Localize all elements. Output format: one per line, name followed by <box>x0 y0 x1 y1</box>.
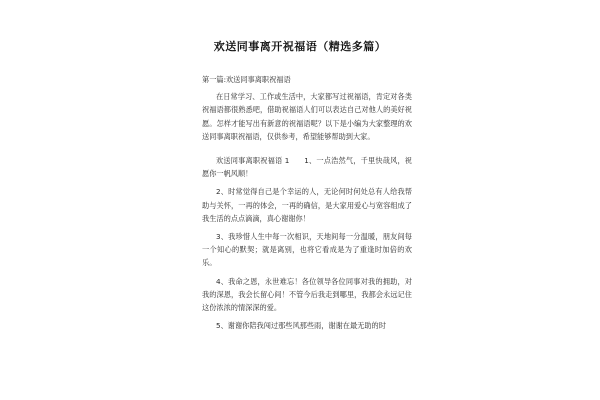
blessing-item-1: 欢送同事离职祝福语 1 1、一点浩然气，千里快哉风，祝愿你一帆风顺！ <box>202 156 412 179</box>
document-body <box>202 73 412 332</box>
intro-paragraph: 在日常学习、工作或生活中，大家都写过祝福语，肯定对各类祝福语都很熟悉吧，借助祝福语人们可以表达自己对他人的美好祝愿。怎样才能写出有新意的祝福语呢？以下是小编为大家整理的欢送同事离职祝福语，仅供参考，希望能够帮助到大家。 <box>202 92 412 141</box>
document-title: 欢送同事离开祝福语（精选多篇） <box>213 40 387 53</box>
blessing-item-3: 3、我珍惜人生中每一次相识，天地间每一分温暖，朋友间每一个知心的默契；就是离别，也将它看成是为了重逢时加倍的欢乐。 <box>202 232 412 268</box>
blessing-item-5: 5、谢谢你陪我闯过那些风那些雨，谢谢在最无助的时 <box>216 321 386 331</box>
section-heading: 第一篇:欢送同事离职祝福语 <box>202 75 291 84</box>
blessing-item-4: 4、我命之恩，永世难忘！各位领导各位同事对我的拥助，对我的深恩，我会长留心间！不管今后我走到哪里，我都会永远记住这份浓浓的情深深的爱。 <box>202 276 412 313</box>
blessing-item-2: 2、时常觉得自己是个幸运的人，无论何时何处总有人给我帮助与关怀，一再的体会，一再的确信，是大家用爱心与宽容组成了我生活的点点滴滴，真心谢谢你！ <box>202 187 412 223</box>
paragraph-gap <box>202 143 412 154</box>
